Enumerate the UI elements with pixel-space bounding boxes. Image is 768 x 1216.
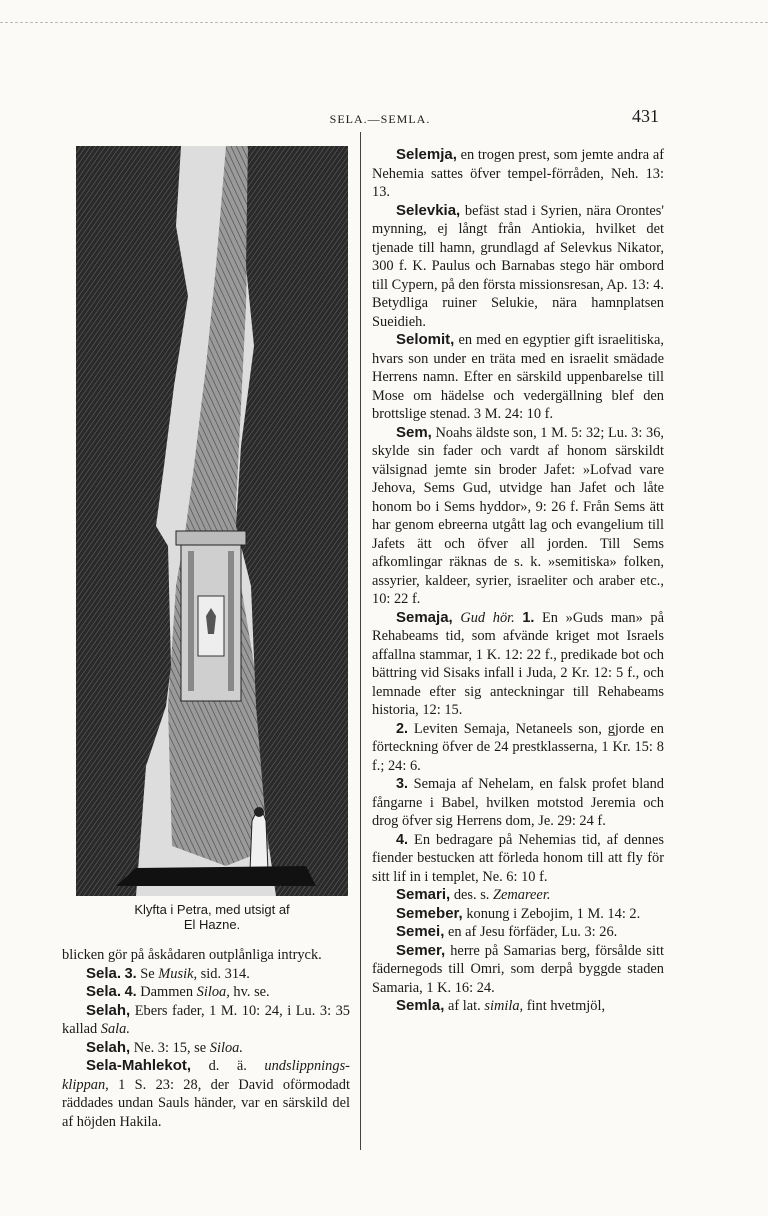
entry-semla: [372, 997, 664, 1016]
continued-paragraph: blicken gör på åskådaren outplånliga intryck.: [62, 947, 322, 963]
entry-text: Noahs äldste son, 1 M. 5: 32; Lu. 3: 36, skylde sin fader och vardt af honom särskildt välsignad jemte sin broder Jafet: »Lofvad vare Jehova, Sems Gud, utvidge han Jafet och låte honom bo i Sems hyddor», 9: 26 f. Från Sems ätt har genom ebreerna utgått lag och evangelium till Jafets ätt och öfver all jorden. Till Sems afkomlingar räknas de s. k. »semitiska» folken, assyrier, kaldeer, syrier, israeliter och araber etc., 10: 22 f.: [372, 424, 664, 607]
cross-reference: Siloa,: [196, 984, 230, 1000]
page-number: 431: [632, 106, 659, 126]
sense-number: 4.: [396, 831, 409, 848]
etymon: simila,: [484, 998, 524, 1014]
entry-semeber: [372, 905, 664, 924]
entry-semei: [372, 923, 664, 942]
headword: Selemja,: [396, 146, 457, 163]
engraving-petra-gorge: [76, 146, 348, 896]
sense-number: 1.: [522, 609, 535, 626]
sense-number: 2.: [396, 720, 409, 737]
entry-text: sid. 314.: [200, 965, 250, 982]
headword: Semaja,: [396, 608, 453, 626]
running-head: SELA.—SEMLA.: [329, 112, 431, 126]
entry-semaja-3: [372, 775, 664, 831]
headword: Sela.: [86, 964, 122, 982]
headword: Sela.: [86, 983, 122, 1000]
entry-text: Se: [140, 965, 155, 982]
column-rule: [360, 132, 361, 1150]
headword: Semei,: [396, 923, 445, 940]
headword: Selah,: [86, 1038, 131, 1056]
entry-text: af lat.: [447, 998, 481, 1014]
translation: Gud hör.: [460, 609, 515, 626]
sense-number: 3.: [124, 965, 137, 982]
sense-number: 4.: [124, 984, 137, 1000]
left-column-text: [62, 946, 350, 1131]
entry-text: fint hvetmjöl,: [526, 998, 606, 1014]
right-column-text: [372, 146, 664, 1016]
translation: undslippnings-klippan,: [62, 1058, 350, 1093]
caption-line-2: El Hazne.: [183, 917, 241, 932]
top-rule: [0, 22, 768, 23]
entry-selah-1: [62, 1002, 350, 1039]
entry-sela-4: [62, 983, 350, 1002]
cross-reference: Zemareer.: [493, 887, 551, 903]
entry-text: d. ä.: [208, 1058, 247, 1074]
entry-text: En »Guds man» på Rehabeams tid, som afvände kriget mot Israels affallna stammar, 1 K. 12: 22 f., predikade bot och bättring vid Sisaks infall i Juda, 2 Kr. 12: 5 f., och lemnade efter sig anteckningar till Rehabeams historia, 12: 15.: [372, 609, 664, 718]
entry-sela-3: [62, 965, 350, 984]
headword: Selah,: [86, 1001, 131, 1019]
entry-text: 1 S. 23: 28, der David oförmodadt räddades undan Sauls händer, var en särskild del af höjden Hakila.: [62, 1076, 350, 1130]
entry-text: En bedragare på Nehemias tid, af dennes fiender bestucken att förleda honom till att fly för sitt lif in i templet, Ne. 6: 10 f.: [372, 831, 664, 885]
cross-reference: Musik,: [158, 965, 198, 982]
entry-sem: [372, 424, 664, 609]
entry-text: herre på Samarias berg, försålde sitt fädernegods till Omri, som derpå byggde staden Samaria, 1 K. 16: 24.: [372, 942, 664, 996]
entry-text: konung i Zebojim, 1 M. 14: 2.: [466, 905, 641, 922]
caption-line-1: Klyfta i Petra, med utsigt af: [134, 902, 290, 917]
headword: Sela-Mahlekot,: [86, 1057, 192, 1074]
entry-semaja-2: [372, 720, 664, 776]
entry-text: Leviten Semaja, Netaneels son, gjorde en förteckning öfver de 24 prestklasserna, 1 Kr. 15: 8 f.; 24: 6.: [372, 720, 664, 774]
headword: Semari,: [396, 886, 451, 903]
entry-semaja-4: [372, 831, 664, 887]
entry-text: en med en egyptier gift israelitiska, hvars son under en träta med en israelit smädade Herrens namn. Efter en särskild uppenbarelse till Mose om hädelse och vedergällning blef den brottslige stenad. 3 M. 24: 10 f.: [372, 332, 664, 422]
entry-selemja: [372, 146, 664, 202]
figure-caption: [76, 902, 348, 932]
entry-semari: [372, 886, 664, 905]
cross-reference: Sala.: [100, 1021, 130, 1037]
entry-semer: [372, 942, 664, 998]
headword: Selevkia,: [396, 201, 461, 219]
cross-reference: Siloa.: [209, 1039, 243, 1056]
entry-text: Dammen: [140, 984, 194, 1000]
entry-selevkia: [372, 202, 664, 332]
headword: Semla,: [396, 997, 445, 1014]
headword: Semer,: [396, 941, 446, 959]
headword: Selomit,: [396, 331, 455, 348]
entry-text: hv. se.: [233, 984, 270, 1000]
entry-text: Semaja af Nehelam, en falsk profet bland fångarne i Babel, hvilken motstod Jeremia och drog öfver sig Herrens dom, Je. 29: 24 f.: [372, 776, 664, 829]
entry-selah-2: [62, 1039, 350, 1058]
headword: Semeber,: [396, 904, 463, 922]
entry-text: Ne. 3: 15, se: [133, 1039, 207, 1056]
entry-text: des. s.: [453, 887, 490, 903]
entry-text: Ebers fader, 1 M. 10: 24, i Lu. 3: 35 kallad: [62, 1002, 350, 1037]
entry-semaja: [372, 609, 664, 720]
entry-sela-mahlekot: [62, 1057, 350, 1131]
headword: Sem,: [396, 423, 432, 441]
sense-number: 3.: [396, 776, 409, 792]
entry-text: befäst stad i Syrien, nära Orontes' mynning, ej långt från Antiokia, hvilket det tjenade till hamn, grundlagd af Selevkus Nikator, 300 f. K. Paulus och Barnabas stego här ombord till Cypern, på den första missionsresan, Ap. 13: 4. Betydliga ruiner Selukie, nära hamnplatsen Sueidieh.: [372, 202, 664, 330]
entry-selomit: [372, 331, 664, 424]
entry-text: en trogen prest, som jemte andra af Nehemia sattes öfver tempel-förråden, Neh. 13: 13.: [372, 147, 664, 200]
entry-text: en af Jesu förfäder, Lu. 3: 26.: [447, 924, 618, 940]
